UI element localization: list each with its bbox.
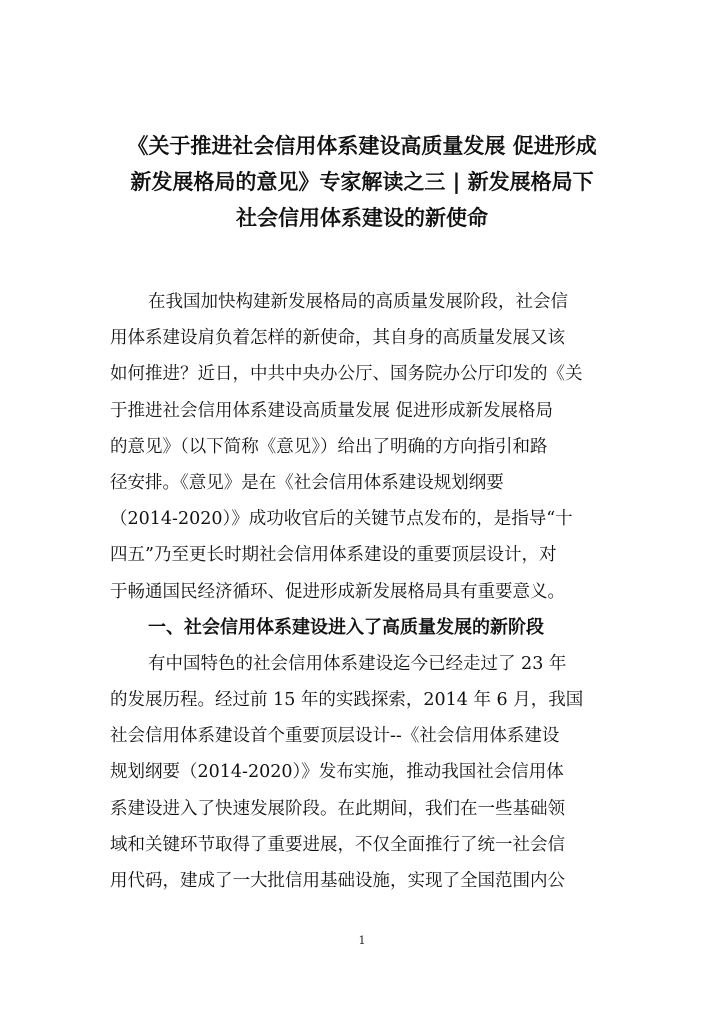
paragraph-1-line: 四五”乃至更长时期社会信用体系建设的重要顶层设计，对 <box>110 545 557 566</box>
paragraph-1-line: 径安排。《意见》是在《社会信用体系建设规划纲要 <box>110 472 504 493</box>
title-line: 《关于推进社会信用体系建设高质量发展 促进形成 <box>127 134 597 158</box>
paragraph-1-line: 用体系建设肩负着怎样的新使命，其自身的高质量发展又该 <box>110 328 565 349</box>
paragraph-2-line: 域和关键环节取得了重要进展，不仅全面推行了统一社会信 <box>110 834 565 855</box>
paragraph-2-line: 用代码，建成了一大批信用基础设施，实现了全国范围内公 <box>110 871 565 891</box>
title-line: 社会信用体系建设的新使命 <box>236 206 488 230</box>
paragraph-1-line: 于畅通国民经济循环、促进形成新发展格局具有重要意义。 <box>110 581 565 602</box>
paragraph-2-line: 的发展历程。经过前 15 年的实践探索，2014 年 6 月，我国 <box>110 690 584 711</box>
paragraph-2-line: 有中国特色的社会信用体系建设迄今已经走过了 23 年 <box>148 653 567 674</box>
paragraph-2-line: 规划纲要（2014-2020）》发布实施，推动我国社会信用体 <box>110 762 564 783</box>
paragraph-2-line: 系建设进入了快速发展阶段。在此期间，我们在一些基础领 <box>110 798 565 819</box>
page-number: 1 <box>358 934 366 947</box>
paragraph-1-line: 在我国加快构建新发展格局的高质量发展阶段，社会信 <box>148 292 568 312</box>
document-body <box>110 284 616 899</box>
paragraph-1-line: （2014-2020）》成功收官后的关键节点发布的，是指导“十 <box>110 509 573 530</box>
paragraph-2-line: 社会信用体系建设首个重要顶层设计--《社会信用体系建设 <box>110 726 560 747</box>
title-line: 新发展格局的意见》专家解读之三 | 新发展格局下 <box>130 170 594 194</box>
section-heading: 一、社会信用体系建设进入了高质量发展的新阶段 <box>148 616 544 638</box>
paragraph-1-line: 如何推进？近日，中共中央办公厅、国务院办公厅印发的《关 <box>110 364 583 385</box>
document-title <box>100 128 624 236</box>
paragraph-1-line: 于推进社会信用体系建设高质量发展 促进形成新发展格局 <box>110 400 554 421</box>
paragraph-1-line: 的意见》（以下简称《意见》）给出了明确的方向指引和路 <box>110 436 548 457</box>
